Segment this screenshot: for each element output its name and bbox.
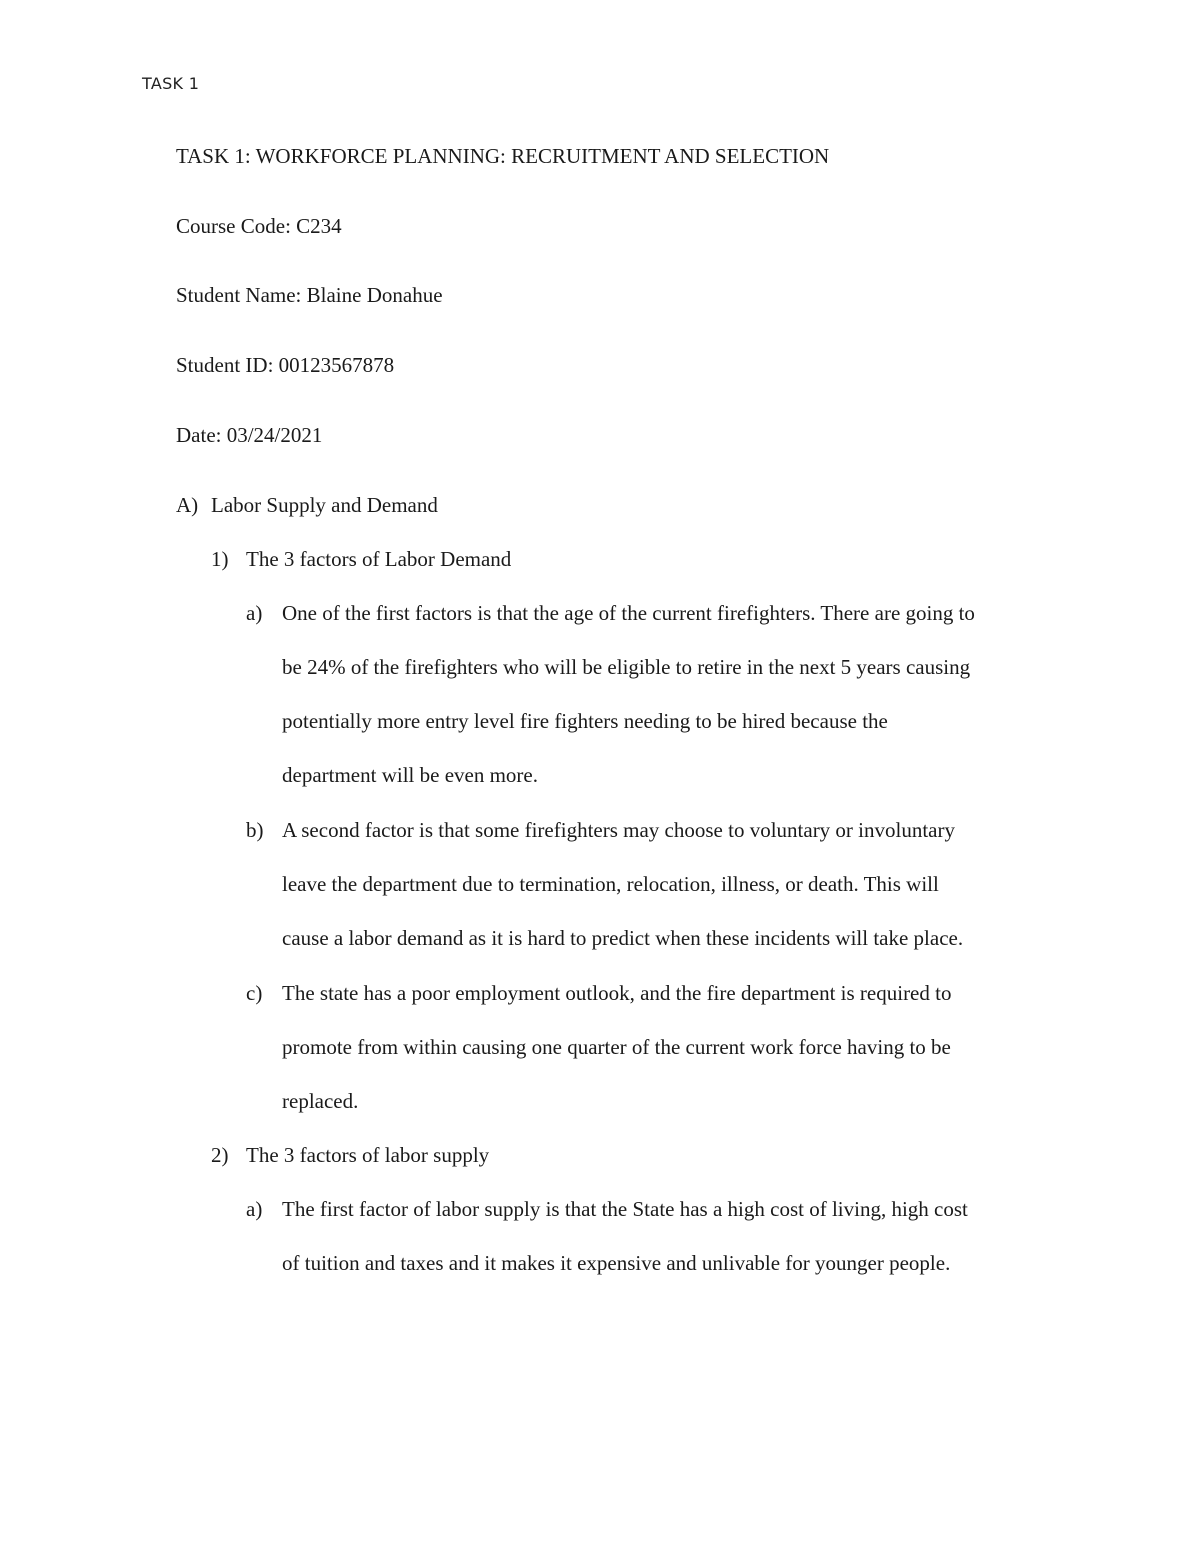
item-1c-line: promote from within causing one quarter of the current work force having to be — [282, 1035, 951, 1059]
item-1-marker: 1) — [211, 547, 229, 571]
item-1a-line: department will be even more. — [282, 763, 538, 787]
student-id: Student ID: 00123567878 — [176, 353, 395, 377]
item-2-heading: The 3 factors of labor supply — [246, 1143, 490, 1167]
course-code: Course Code: C234 — [176, 214, 342, 238]
item-1c-line: replaced. — [282, 1089, 359, 1113]
item-2-marker: 2) — [211, 1143, 229, 1167]
item-1b-line: A second factor is that some firefighters may choose to voluntary or involuntary — [282, 818, 955, 842]
section-a-heading: Labor Supply and Demand — [211, 493, 438, 517]
item-1c-marker: c) — [246, 981, 263, 1005]
item-1a-line: be 24% of the firefighters who will be eligible to retire in the next 5 years causing — [282, 655, 971, 679]
item-1-heading: The 3 factors of Labor Demand — [246, 547, 512, 571]
item-2a-line: The first factor of labor supply is that the State has a high cost of living, high cost — [282, 1197, 968, 1221]
item-1a-marker: a) — [246, 601, 263, 625]
item-1a-line: One of the first factors is that the age of the current firefighters. There are going to — [282, 601, 975, 625]
student-name: Student Name: Blaine Donahue — [176, 283, 443, 307]
item-1c-line: The state has a poor employment outlook, and the fire department is required to — [282, 981, 952, 1005]
item-1b-marker: b) — [246, 818, 264, 842]
item-1a-line: potentially more entry level fire fighters needing to be hired because the — [282, 709, 888, 733]
item-2a-line: of tuition and taxes and it makes it expensive and unlivable for younger people. — [282, 1251, 951, 1275]
item-1b-line: cause a labor demand as it is hard to predict when these incidents will take place. — [282, 926, 964, 950]
item-2a-marker: a) — [246, 1197, 263, 1221]
running-head: TASK 1 — [142, 74, 200, 93]
item-1b-line: leave the department due to termination, relocation, illness, or death. This will — [282, 872, 939, 896]
document-date: Date: 03/24/2021 — [176, 423, 323, 447]
document-title: TASK 1: WORKFORCE PLANNING: RECRUITMENT AND SELECTION — [176, 144, 830, 168]
section-a-marker: A) — [176, 493, 199, 517]
